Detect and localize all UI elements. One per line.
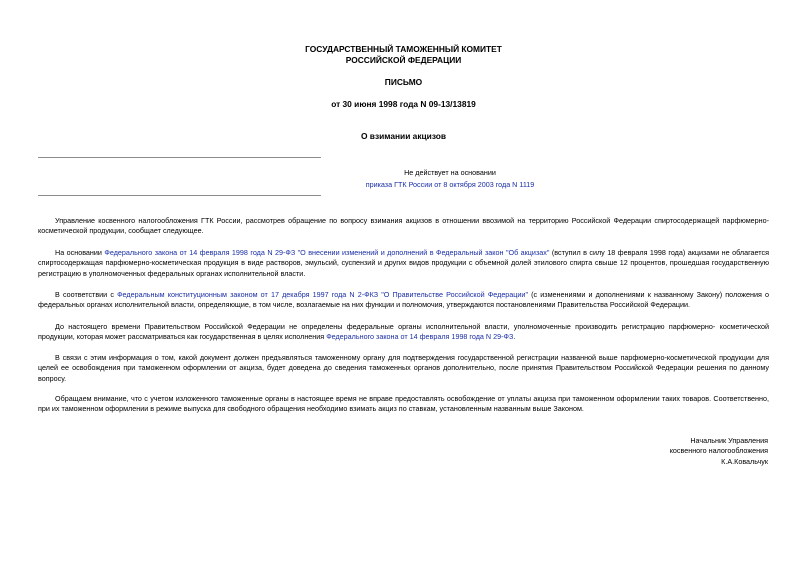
status-link[interactable]: приказа ГТК России от 8 октября 2003 года N 1119: [365, 180, 535, 189]
law-29fz-link[interactable]: Федерального закона от 14 февраля 1998 года N 29-ФЗ "О внесении изменений и дополнений в Федеральный закон "Об акцизах": [104, 248, 550, 257]
law-2fkz-link[interactable]: Федеральным конституционным законом от 17 декабря 1997 года N 2-ФКЗ "О Правительстве Российской Федерации": [117, 290, 529, 299]
separator-rule-bottom: [38, 195, 321, 196]
document-date-number: от 30 июня 1998 года N 09-13/13819: [331, 99, 476, 109]
paragraph-6: Обращаем внимание, что с учетом изложенного таможенные органы в настоящее время не вправе предоставлять освобождение от уплаты акциза при таможенном оформлении таких товаров. Соответственно, при их таможенном оформлении в режиме выпуска для свободного обращения необходимо взимать акциз по ставкам, установленным названным выше Законом.: [38, 394, 769, 414]
issuer-line-1: ГОСУДАРСТВЕННЫЙ ТАМОЖЕННЫЙ КОМИТЕТ: [305, 44, 502, 54]
paragraph-3: [38, 290, 769, 311]
paragraph-2-text-a: На основании: [55, 248, 105, 257]
paragraph-4-text-b: .: [513, 332, 516, 342]
paragraph-3-text-a: В соответствии с: [55, 290, 118, 299]
document-type: ПИСЬМО: [384, 77, 423, 87]
paragraph-2-text-b: (вступил в силу 18 февраля 1998 года) акцизами не облагается спиртосодержащая парфюмерно-косметическая продукция в виде растворов, эмульсий, суспензий и других видов продукции с объемной долей этилового спирта свыше 12 процентов, прошедшая государственную регистрацию в уполномоченных федеральных органах исполнительной власти.: [38, 248, 770, 278]
status-link-wrap: [250, 179, 650, 190]
paragraph-2: [38, 248, 769, 279]
paragraph-5: В связи с этим информация о том, какой документ должен предъявляться таможенному органу для подтверждения государственной регистрации названной выше парфюмерно-косметической продукции для целей ее освобождения при таможенном оформлении от акциза, будет доведена до сведения таможенных органов дополнительно, после принятия Правительством Российской Федерации решения по данному вопросу.: [38, 353, 769, 383]
law-29fz-link-2[interactable]: Федерального закона от 14 февраля 1998 года N 29-ФЗ: [326, 332, 514, 342]
paragraph-4: [38, 322, 769, 343]
document-title: О взимании акцизов: [360, 131, 447, 141]
signature-department: косвенного налогообложения: [669, 446, 768, 456]
paragraph-3-text-b: (с изменениями и дополнениями к названному Закону) положения о федеральных органах исполнительной власти, определяющие, в том числе, возлагаемые на них функции и полномочия, утверждаются постановлениями Правительства Российской Федерации.: [38, 290, 770, 310]
status-note: Не действует на основании: [404, 168, 496, 177]
separator-rule-top: [38, 157, 321, 158]
paragraph-4-text-a: До настоящего времени Правительством Российской Федерации не определены федеральные органы исполнительной власти, уполномоченные производить регистрацию парфюмерно- косметической продукции, которая может рассматриваться как государственная в целях исполнения: [38, 322, 769, 342]
signature-name: К.А.Ковальчук: [721, 456, 768, 466]
paragraph-1: Управление косвенного налогообложения ГТК России, рассмотрев обращение по вопросу взимания акцизов в отношении ввозимой на территорию Российской Федерации спиртосодержащей парфюмерно-косметической продукции, сообщает следующее.: [38, 216, 769, 236]
signature-position: Начальник Управления: [690, 436, 768, 445]
signature-block: [670, 436, 768, 467]
issuer-line-2: РОССИЙСКОЙ ФЕДЕРАЦИИ: [345, 55, 462, 65]
